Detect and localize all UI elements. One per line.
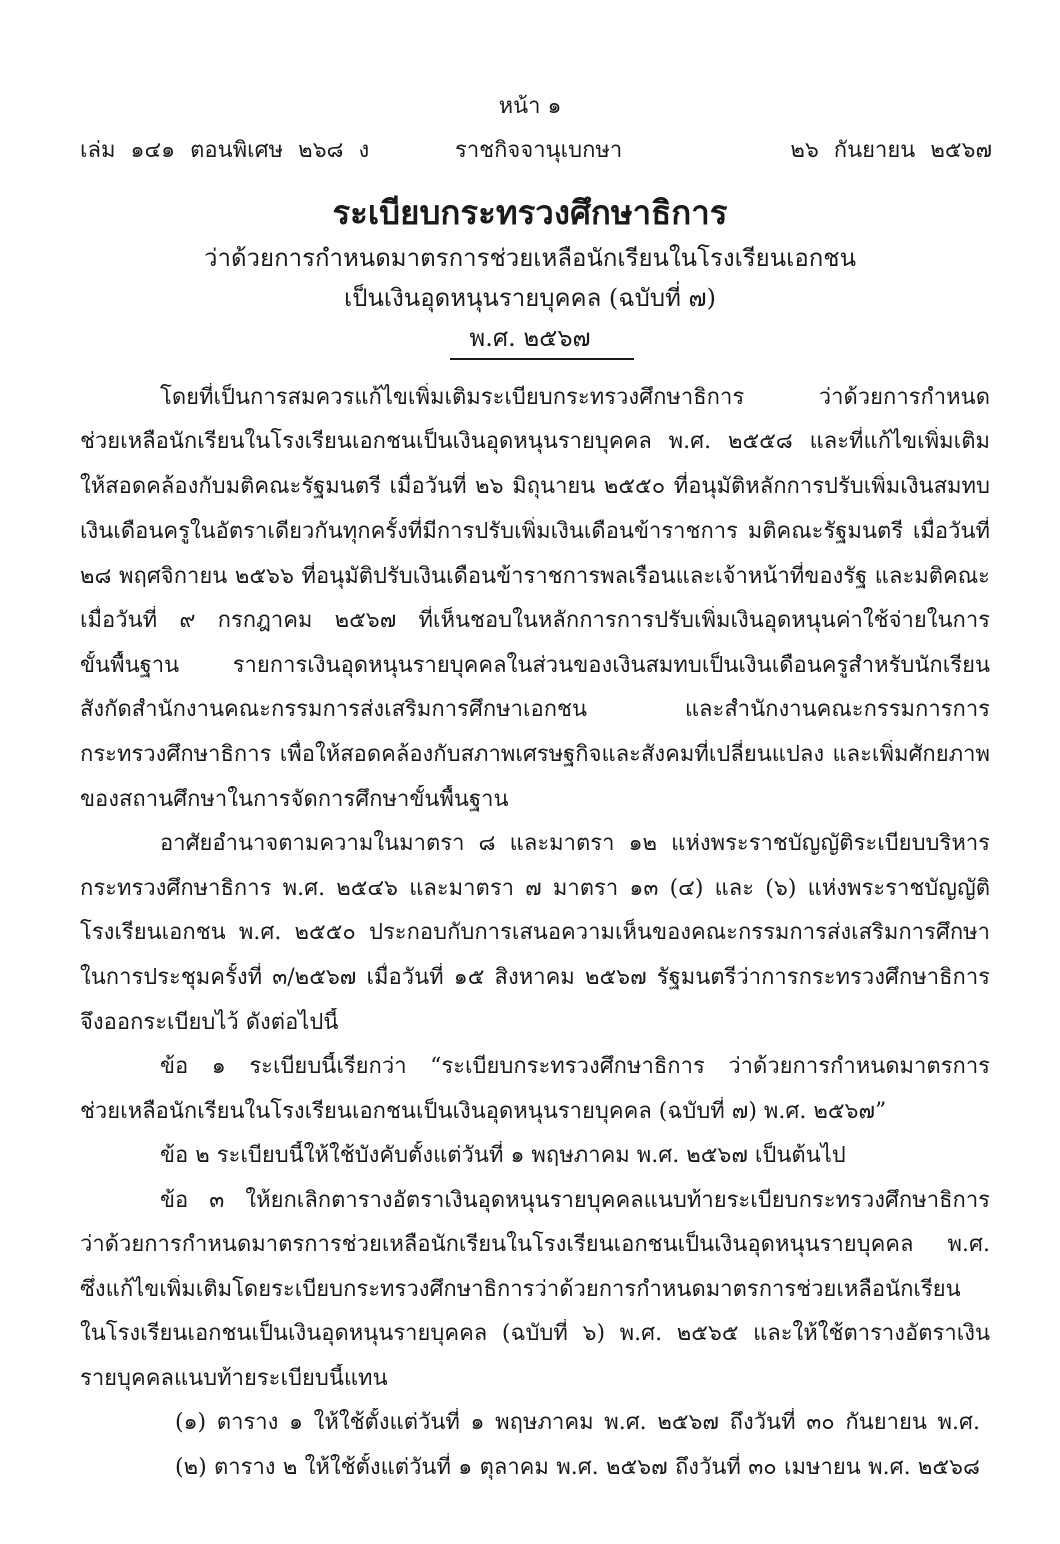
document-subtitle-1: ว่าด้วยการกำหนดมาตรการช่วยเหลือนักเรียนในโรงเรียนเอกชน: [204, 244, 856, 272]
title-divider: [450, 358, 634, 360]
body-line: สังกัดสำนักงานคณะกรรมการส่งเสริมการศึกษาเอกชน และสำนักงานคณะกรรมการการ: [80, 697, 990, 722]
gazette-volume: เล่ม ๑๔๑ ตอนพิเศษ ๒๖๘ ง: [80, 138, 370, 163]
body-line: เมื่อวันที่ ๙ กรกฎาคม ๒๕๖๗ ที่เห็นชอบในหลักการการปรับเพิ่มเงินอุดหนุนค่าใช้จ่ายในการ: [80, 608, 990, 633]
body-line: เงินเดือนครูในอัตราเดียวกันทุกครั้งที่มีการปรับเพิ่มเงินเดือนข้าราชการ มติคณะรัฐมนตรี เมื่อวันที่: [80, 519, 990, 544]
document-year: พ.ศ. ๒๕๖๗: [469, 324, 591, 352]
body-line: ขั้นพื้นฐาน รายการเงินอุดหนุนรายบุคคลในส่วนของเงินสมทบเป็นเงินเดือนครูสำหรับนักเรียน: [80, 653, 990, 678]
gazette-date: ๒๖ กันยายน ๒๕๖๗: [790, 138, 992, 163]
clause-3-line: ข้อ ๓ ให้ยกเลิกตารางอัตราเงินอุดหนุนรายบุคคลแนบท้ายระเบียบกระทรวงศึกษาธิการ: [160, 1188, 990, 1213]
schedule-item-1: (๑) ตาราง ๑ ให้ใช้ตั้งแต่วันที่ ๑ พฤษภาคม พ.ศ. ๒๕๖๗ ถึงวันที่ ๓๐ กันยายน พ.ศ.: [175, 1410, 980, 1435]
body-line: ๒๘ พฤศจิกายน ๒๕๖๖ ที่อนุมัติปรับเงินเดือนข้าราชการพลเรือนและเจ้าหน้าที่ของรัฐ และมติคณะ: [80, 564, 990, 589]
clause-3-line: ซึ่งแก้ไขเพิ่มเติมโดยระเบียบกระทรวงศึกษาธิการว่าด้วยการกำหนดมาตรการช่วยเหลือนักเรียน: [80, 1277, 961, 1302]
gazette-name: ราชกิจจานุเบกษา: [455, 138, 623, 163]
clause-2-line: ข้อ ๒ ระเบียบนี้ให้ใช้บังคับตั้งแต่วันที่ ๑ พฤษภาคม พ.ศ. ๒๕๖๗ เป็นต้นไป: [160, 1143, 846, 1168]
body-line: ให้สอดคล้องกับมติคณะรัฐมนตรี เมื่อวันที่ ๒๖ มิถุนายน ๒๕๕๐ ที่อนุมัติหลักการปรับเพิ่มเงินสมทบ: [80, 474, 990, 499]
clause-3-line: ว่าด้วยการกำหนดมาตรการช่วยเหลือนักเรียนในโรงเรียนเอกชนเป็นเงินอุดหนุนรายบุคคล พ.ศ.: [80, 1232, 990, 1257]
body-line: โรงเรียนเอกชน พ.ศ. ๒๕๕๐ ประกอบกับการเสนอความเห็นของคณะกรรมการส่งเสริมการศึกษา: [80, 920, 990, 945]
body-line: ช่วยเหลือนักเรียนในโรงเรียนเอกชนเป็นเงินอุดหนุนรายบุคคล พ.ศ. ๒๕๕๘ และที่แก้ไขเพิ่มเติม: [80, 429, 990, 454]
body-line: อาศัยอำนาจตามความในมาตรา ๘ และมาตรา ๑๒ แห่งพระราชบัญญัติระเบียบบริหาร: [160, 831, 990, 856]
clause-3-line: รายบุคคลแนบท้ายระเบียบนี้แทน: [80, 1366, 388, 1391]
clause-1-line: ข้อ ๑ ระเบียบนี้เรียกว่า “ระเบียบกระทรวงศึกษาธิการ ว่าด้วยการกำหนดมาตรการ: [160, 1054, 990, 1079]
clause-1-line: ช่วยเหลือนักเรียนในโรงเรียนเอกชนเป็นเงินอุดหนุนรายบุคคล (ฉบับที่ ๗) พ.ศ. ๒๕๖๗”: [80, 1099, 887, 1124]
page-number: หน้า ๑: [498, 94, 562, 119]
body-line: โดยที่เป็นการสมควรแก้ไขเพิ่มเติมระเบียบกระทรวงศึกษาธิการ ว่าด้วยการกำหนด: [160, 385, 990, 410]
body-line: จึงออกระเบียบไว้ ดังต่อไปนี้: [80, 1010, 339, 1035]
body-line: ในการประชุมครั้งที่ ๓/๒๕๖๗ เมื่อวันที่ ๑๕ สิงหาคม ๒๕๖๗ รัฐมนตรีว่าการกระทรวงศึกษาธิการ: [80, 965, 990, 990]
schedule-item-2: (๒) ตาราง ๒ ให้ใช้ตั้งแต่วันที่ ๑ ตุลาคม พ.ศ. ๒๕๖๗ ถึงวันที่ ๓๐ เมษายน พ.ศ. ๒๕๖๘: [175, 1455, 980, 1480]
body-line: กระทรวงศึกษาธิการ เพื่อให้สอดคล้องกับสภาพเศรษฐกิจและสังคมที่เปลี่ยนแปลง และเพิ่มศักยภาพ: [80, 742, 990, 767]
clause-3-line: ในโรงเรียนเอกชนเป็นเงินอุดหนุนรายบุคคล (ฉบับที่ ๖) พ.ศ. ๒๕๖๕ และให้ใช้ตารางอัตราเงิน: [80, 1321, 990, 1346]
document-title: ระเบียบกระทรวงศึกษาธิการ: [332, 193, 728, 232]
body-line: ของสถานศึกษาในการจัดการศึกษาขั้นพื้นฐาน: [80, 787, 509, 812]
body-line: กระทรวงศึกษาธิการ พ.ศ. ๒๕๔๖ และมาตรา ๗ มาตรา ๑๓ (๔) และ (๖) แห่งพระราชบัญญัติ: [80, 876, 990, 901]
document-subtitle-2: เป็นเงินอุดหนุนรายบุคคล (ฉบับที่ ๗): [344, 284, 716, 312]
